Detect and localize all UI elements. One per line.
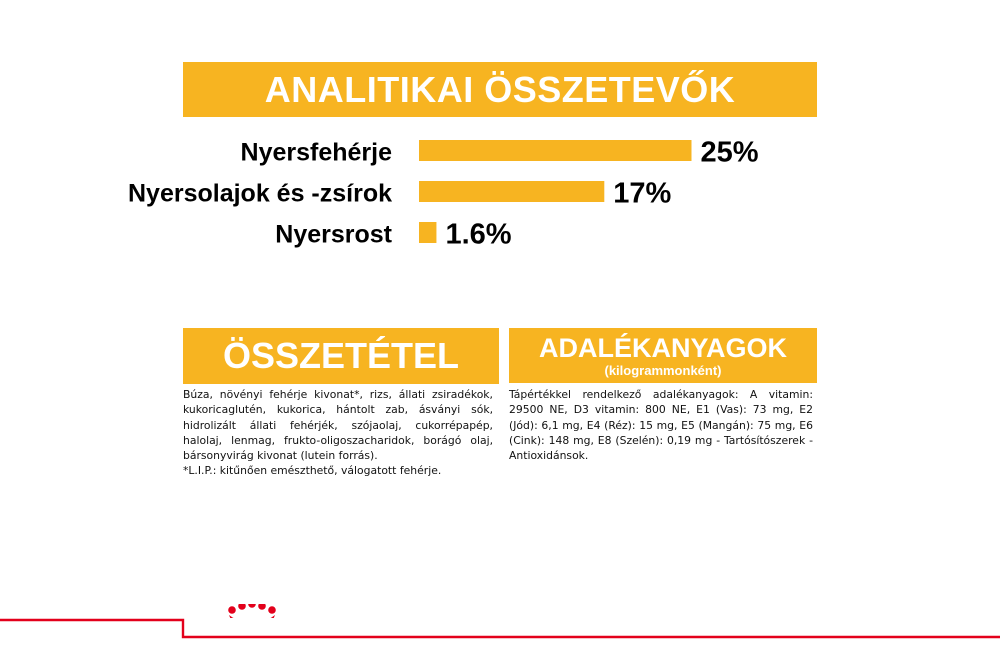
- bar: [419, 181, 604, 202]
- bar: [419, 140, 692, 161]
- value-label: 25%: [700, 136, 759, 169]
- composition-text-block: [183, 387, 493, 479]
- composition-title: ÖSSZETÉTEL: [222, 335, 460, 376]
- value-label: 17%: [613, 177, 672, 210]
- bar: [419, 222, 436, 243]
- royal-crown-icon: [226, 604, 278, 632]
- value-label: 1.6%: [445, 218, 512, 251]
- composition-text: Búza, növényi fehérje kivonat*, rizs, állati zsiradékok, kukoricaglutén, kukorica, hántolt zab, ásványi sók, hidrolizált állati fehérjék, szójaolaj, cukorrépapép, halolaj, lenmag, frukto-oligoszacharidok, borágó olaj, bársonyvirág kivonat (lutein forrás).: [183, 388, 493, 463]
- additives-text: Tápértékkel rendelkező adalékanyagok: A vitamin: 29500 NE, D3 vitamin: 800 NE, E1 (Vas): 73 mg, E2 (Jód): 6,1 mg, E4 (Réz): 15 mg, E5 (Mangán): 75 mg, E6 (Cink): 148 mg, E8 (Szelén): 0,19 mg - Tartósítószerek - Antioxidánsok.: [509, 388, 813, 463]
- additives-title-banner: [509, 328, 817, 383]
- analytical-bar-chart: [0, 0, 1000, 320]
- category-label: Nyersrost: [275, 220, 392, 249]
- footer-red-line: [0, 620, 1000, 637]
- analytical-title: ANALITIKAI ÖSSZETEVŐK: [264, 68, 736, 110]
- composition-note: *L.I.P.: kitűnően emészthető, válogatott fehérje.: [183, 464, 442, 478]
- category-label: Nyersfehérje: [240, 138, 392, 167]
- category-label: Nyersolajok és -zsírok: [127, 179, 392, 208]
- additives-title: ADALÉKANYAGOK: [538, 332, 788, 363]
- additives-subtitle: (kilogrammonként): [604, 362, 722, 378]
- composition-title-banner: [183, 328, 499, 384]
- additives-text-block: [509, 387, 813, 463]
- brand-footer: [0, 604, 1000, 640]
